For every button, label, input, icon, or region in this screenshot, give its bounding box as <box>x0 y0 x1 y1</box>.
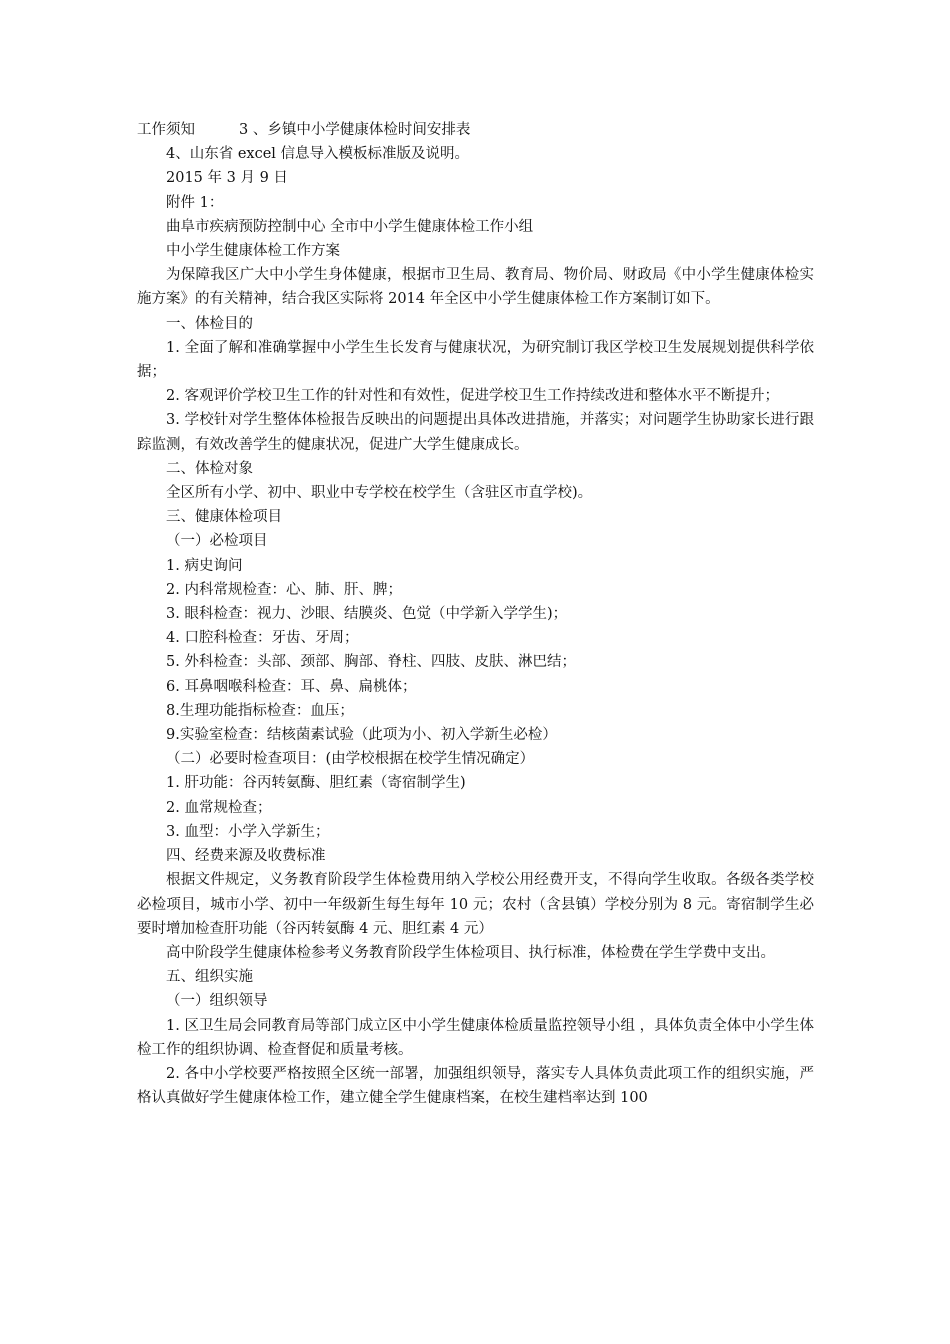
section-3-heading: 三、健康体检项目 <box>166 509 282 526</box>
section-4-heading: 四、经费来源及收费标准 <box>166 848 326 865</box>
section-5-paragraph-2: 2. 各中小学校要严格按照全区统一部署，加强组织领导，落实专人具体负责此项工作的组织实施，严格认真做好学生健康体检工作，建立健全学生健康档案，在校生建档率达到 100 <box>137 1065 814 1107</box>
list-item: 2. 内科常规检查：心、肺、肝、脾； <box>166 581 402 598</box>
section-4-paragraph-2: 高中阶段学生健康体检参考义务教育阶段学生体检项目、执行标准，体检费在学生学费中支出。 <box>166 944 775 961</box>
section-1-heading: 一、体检目的 <box>166 315 253 332</box>
plan-title: 中小学生健康体检工作方案 <box>166 243 340 260</box>
list-item: 3. 血型：小学入学新生； <box>166 823 330 840</box>
intro-paragraph: 为保障我区广大中小学生身体健康，根据市卫生局、教育局、物价局、财政局《中小学生健康体检实施方案》的有关精神，结合我区实际将 2014 年全区中小学生健康体检工作方案制订如下。 <box>137 267 814 308</box>
list-item: 3. 眼科检查：视力、沙眼、结膜炎、色觉（中学新入学学生)； <box>166 606 568 623</box>
issuing-organizations: 曲阜市疾病预防控制中心 全市中小学生健康体检工作小组 <box>166 218 534 235</box>
section-3-subheading-2: （二）必要时检查项目：(由学校根据在校学生情况确定） <box>166 751 535 768</box>
attachment-list-line <box>137 118 814 142</box>
work-notice-text: 工作须知 <box>137 122 195 138</box>
schedule-table-item: 3 、乡镇中小学健康体检时间安排表 <box>239 122 471 138</box>
section-5-paragraph-1: 1. 区卫生局会同教育局等部门成立区中小学生健康体检质量监控领导小组 ，具体负责全体中小学生体检工作的组织协调、检查督促和质量考核。 <box>137 1017 814 1058</box>
section-1-paragraph-2: 2. 客观评价学校卫生工作的针对性和有效性，促进学校卫生工作持续改进和整体水平不断提升； <box>166 388 779 405</box>
section-5-subheading-1: （一）组织领导 <box>166 993 268 1010</box>
list-item: 5. 外科检查：头部、颈部、胸部、脊柱、四肢、皮肤、淋巴结； <box>166 654 576 671</box>
excel-template-item: 4、山东省 excel 信息导入模板标准版及说明。 <box>166 146 470 163</box>
list-item: 9.实验室检查：结核菌素试验（此项为小、初入学新生必检） <box>166 727 557 744</box>
section-1-paragraph-3: 3. 学校针对学生整体体检报告反映出的问题提出具体改进措施，并落实；对问题学生协助家长进行跟踪监测，有效改善学生的健康状况，促进广大学生健康成长。 <box>137 412 814 453</box>
section-2-heading: 二、体检对象 <box>166 460 253 477</box>
list-item: 2. 血常规检查； <box>166 799 272 816</box>
section-3-subheading-1: （一）必检项目 <box>166 533 268 550</box>
section-2-paragraph-1: 全区所有小学、初中、职业中专学校在校学生（含驻区市直学校)。 <box>166 485 593 502</box>
list-item: 1. 病史询问 <box>166 557 243 574</box>
document-body <box>137 118 814 1110</box>
section-5-heading: 五、组织实施 <box>166 969 253 986</box>
section-4-paragraph-1: 根据文件规定，义务教育阶段学生体检费用纳入学校公用经费开支，不得向学生收取。各级各类学校必检项目，城市小学、初中一年级新生每生每年 10 元；农村（含县镇）学校分别为 8 元。寄宿制学生必要时增加检查肝功能（谷丙转氨酶 4 元、胆红素 4 元） <box>137 872 814 937</box>
list-item: 1. 肝功能：谷丙转氨酶、胆红素（寄宿制学生) <box>166 775 466 792</box>
attachment-label: 附件 1： <box>166 194 224 211</box>
document-date: 2015 年 3 月 9 日 <box>166 170 288 187</box>
section-1-paragraph-1: 1. 全面了解和准确掌握中小学生生长发育与健康状况，为研究制订我区学校卫生发展规划提供科学依据； <box>137 339 814 381</box>
list-item: 8.生理功能指标检查：血压； <box>166 702 354 719</box>
list-item: 6. 耳鼻咽喉科检查：耳、鼻、扁桃体； <box>166 678 417 695</box>
list-item: 4. 口腔科检查：牙齿、牙周； <box>166 630 359 647</box>
